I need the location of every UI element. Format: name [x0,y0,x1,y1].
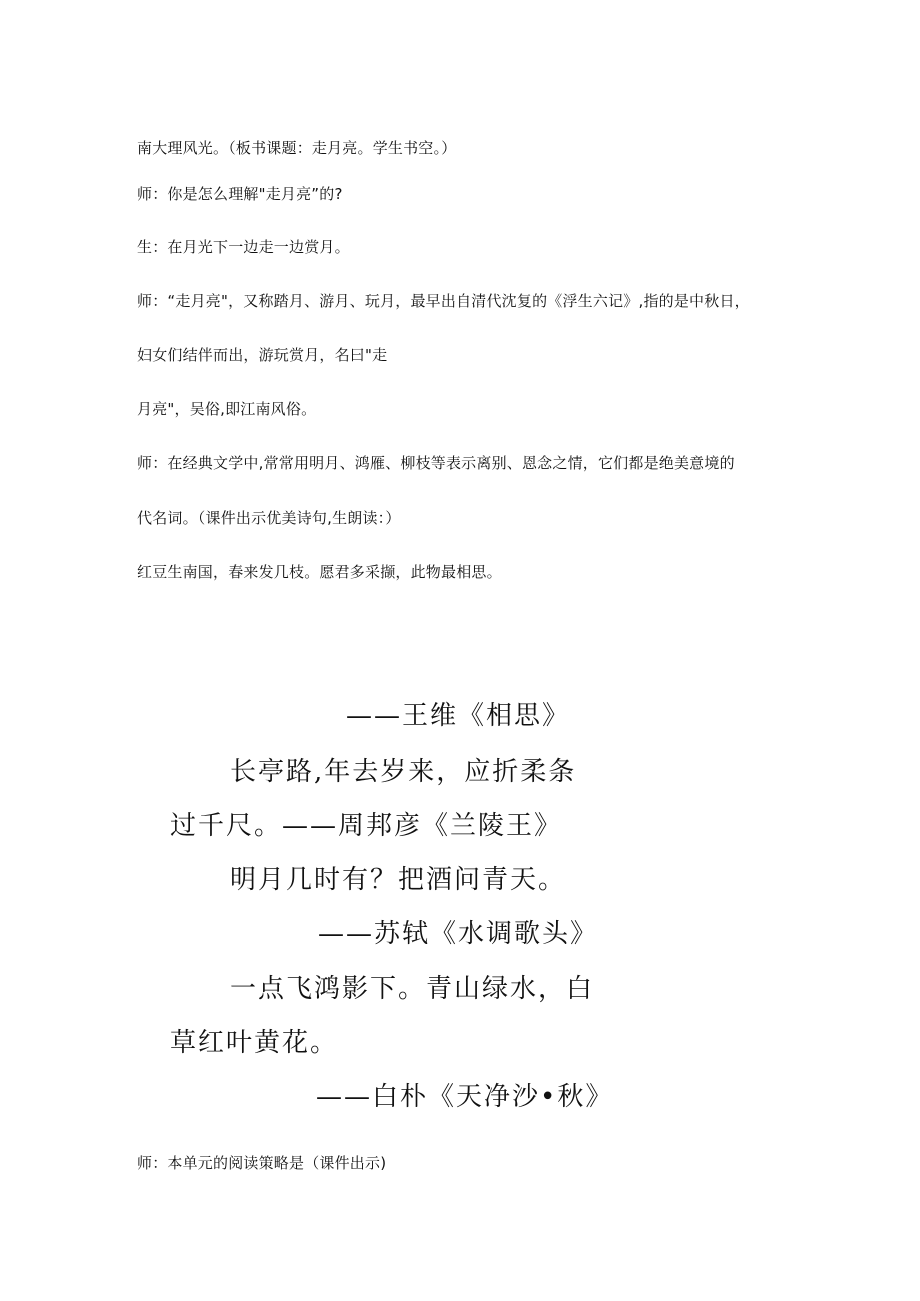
paragraph-teacher-question: 师：你是怎么理解"走月亮”的? [137,185,343,203]
paragraph-classic-literature-1: 师：在经典文学中,常常用明月、鸿雁、柳枝等表示离别、恩念之情，它们都是绝美意境的 [137,454,735,472]
poem-line-changting-2: 过千尺。——周邦彦《兰陵王》 [170,811,563,841]
paragraph-intro-scenery: 南大理风光。（板书课题：走月亮。学生书空。） [137,139,457,157]
paragraph-classic-literature-2: 代名词。（课件出示优美诗句,生朗读：） [137,509,401,527]
poem-line-yidian-1: 一点飞鸿影下。青山绿水，白 [230,974,595,1004]
paragraph-teacher-explanation-2: 妇女们结伴而出，游玩赏月，名曰"走 [137,346,388,364]
paragraph-teacher-explanation-3: 月亮"，吴俗,即江南风俗。 [137,400,317,418]
paragraph-reading-strategy: 师：本单元的阅读策略是（课件出示) [137,1154,387,1172]
poem-line-changting-1: 长亭路,年去岁来，应折柔条 [230,757,577,787]
poem-line-mingyue: 明月几时有？把酒问青天。 [230,865,567,895]
poem-attribution-baipu: ——白朴《天净沙•秋》 [316,1082,614,1112]
paragraph-teacher-explanation-1: 师：“走月亮"，又称踏月、游月、玩月，最早出自清代沈复的《浮生六记》,指的是中秋日， [137,292,750,310]
poem-attribution-wangwei: ——王维《相思》 [346,701,571,731]
poem-line-yidian-2: 草红叶黄花。 [170,1028,339,1058]
poem-attribution-sushi: ——苏轼《水调歌头》 [318,919,599,949]
paragraph-student-answer: 生：在月光下一边走一边赏月。 [137,238,350,256]
paragraph-poem-xiangsi: 红豆生南国，春来发几枝。愿君多采撷，此物最相思。 [137,563,502,581]
